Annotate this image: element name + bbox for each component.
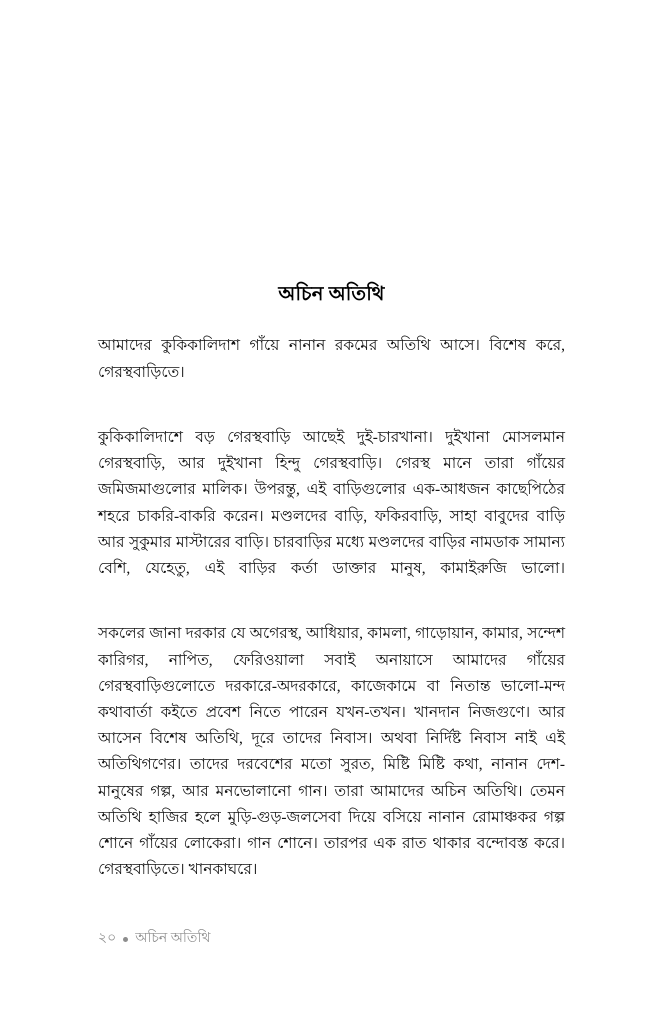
page-number: ২০ [98, 931, 117, 946]
bullet-separator-icon [123, 937, 128, 942]
page-footer [98, 929, 210, 949]
body-paragraph-2: কুকিকালিদাশে বড় গেরস্থবাড়ি আছেই দুই-চারখানা। দুইখানা মোসলমান গেরস্থবাড়ি, আর দুইখানা হিন্দু গেরস্থবাড়ি। গেরস্থ মানে তারা গাঁয়ের জমিজমাগুলোর মালিক। উপরন্তু, এই বাড়িগুলোর এক-আধজন কাছেপিঠের শহরে চাকরি-বাকরি করেন। মণ্ডলদের বাড়ি, ফকিরবাড়ি, সাহা বাবুদের বাড়ি আর সুকুমার মাস্টারের বাড়ি। চারবাড়ির মধ্যে মণ্ডলদের বাড়ির নামডাক সামান্য বেশি, যেহেতু, এই বাড়ির কর্তা ডাক্তার মানুষ, কামাইরুজি ভালো। [98, 428, 565, 577]
text-block [98, 282, 565, 883]
page-top-whitespace [0, 0, 663, 282]
body-paragraph-3: সকলের জানা দরকার যে অগেরস্থ, আধিয়ার, কামলা, গাড়োয়ান, কামার, সন্দেশ কারিগর, নাপিত, ফেরিওয়ালা সবাই অনায়াসে আমাদের গাঁয়ের গেরস্থবাড়িগুলোতে দরকারে-অদরকারে, কাজেকামে বা নিতান্ত ভালো-মন্দ কথাবার্তা কইতে প্রবেশ নিতে পারেন যখন-তখন। খানদান নিজগুণে। আর আসেন বিশেষ অতিথি, দূরে তাদের নিবাস। অথবা নির্দিষ্ট নিবাস নাই এই অতিথিগণের। তাদের দরবেশের মতো সুরত, মিষ্টি মিষ্টি কথা, নানান দেশ-মানুষের গল্প, আর মনভোলানো গান। তারা আমাদের অচিন অতিথি। তেমন অতিথি হাজির হলে মুড়ি-গুড়-জলসেবা দিয়ে বসিয়ে নানান রোমাঞ্চকর গল্প শোনে গাঁয়ের লোকেরা। গান শোনে। তারপর এক রাত থাকার বন্দোবস্ত করে। গেরস্থবাড়িতে। খানকাঘরে। [98, 625, 565, 879]
running-head: অচিন অতিথি [135, 931, 211, 946]
chapter-title: অচিন অতিথি [278, 284, 385, 305]
body-paragraph-1: আমাদের কুকিকালিদাশ গাঁয়ে নানান রকমের অতিথি আসে। বিশেষ করে, গেরস্থবাড়িতে। [98, 337, 565, 381]
